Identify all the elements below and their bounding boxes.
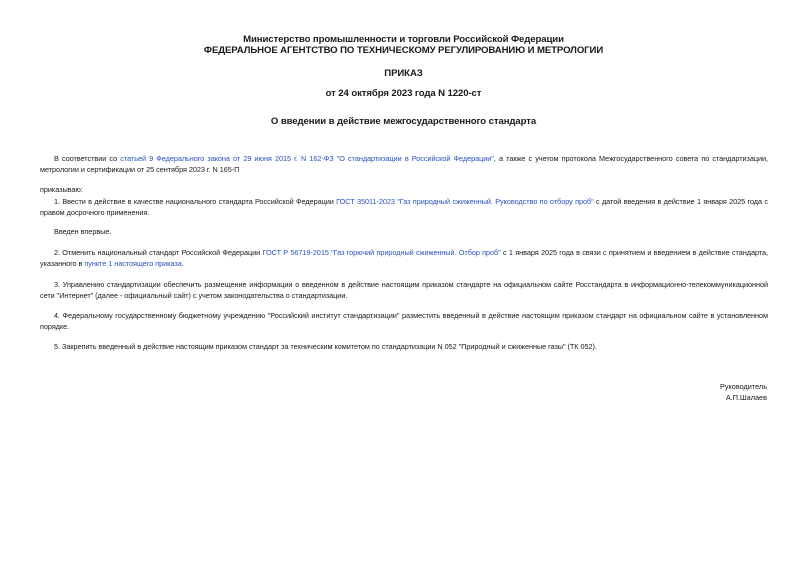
order-date: от 24 октября 2023 года N 1220-ст: [325, 88, 482, 99]
agency-name: ФЕДЕРАЛЬНОЕ АГЕНТСТВО ПО ТЕХНИЧЕСКОМУ РЕГУЛИРОВАНИЮ И МЕТРОЛОГИИ: [203, 45, 604, 56]
order-title: ПРИКАЗ: [384, 68, 423, 79]
gost-35011-link[interactable]: ГОСТ 35011-2023 "Газ природный сжиженный. Руководство по отбору проб": [336, 197, 594, 206]
intro-paragraph: [40, 154, 768, 175]
signatory-title: Руководитель: [719, 382, 767, 391]
item-2-paragraph: [40, 248, 768, 269]
item-2-text-pre: 2. Отменить национальный стандарт Российской Федерации: [54, 248, 263, 257]
law-article-link[interactable]: статьей 9 Федерального закона от 29 июня 2015 г. N 162-ФЗ "О стандартизации в Российской Федерации": [120, 154, 494, 163]
intro-text-post: , а также с учетом протокола Межгосударственного совета по стандартизации, метрологии и сертификации от 25 сентября 2023 г. N 165-П: [40, 154, 769, 174]
item-1-text-post: с датой введения в действие 1 января 2025 года с правом досрочного применения.: [40, 197, 768, 217]
item-5-paragraph: 5. Закрепить введенный в действие настоящим приказом стандарт за техническим комитетом по стандартизации N 052 "Природный и сжиженные газы" (ТК 052).: [54, 342, 597, 351]
gost-r-56719-link[interactable]: ГОСТ Р 56719-2015 "Газ горючий природный сжиженный. Отбор проб": [262, 248, 501, 257]
item-3-paragraph: 3. Управлению стандартизации обеспечить размещение информации о введенном в действие настоящим приказом стандарте на официальном сайте Росстандарта в информационно-телекоммуникационной сети "Интернет" (далее - официальный сайт) с учетом законодательства о стандартизации.: [40, 280, 768, 300]
item-1-text-pre: 1. Ввести в действие в качестве национального стандарта Российской Федерации: [54, 197, 337, 206]
intro-text-pre: В соответствии со: [54, 154, 121, 163]
item-2-text-mid: с 1 января 2025 года в связи с принятием и введением в действие стандарта, указанного в: [40, 248, 768, 268]
item-1-reference-link[interactable]: пункте 1 настоящего приказа: [84, 258, 182, 268]
introduced-note: Введен впервые.: [54, 227, 112, 236]
item-1-paragraph: [40, 197, 768, 218]
ministry-name: Министерство промышленности и торговли Российской Федерации: [243, 34, 564, 45]
signatory-name: А.П.Шалаев: [725, 393, 767, 402]
order-subject: О введении в действие межгосударственного стандарта: [270, 116, 537, 127]
item-4-paragraph: 4. Федеральному государственному бюджетному учреждению "Российский институт стандартизации" разместить введенный в действие настоящим приказом стандарт на официальном сайте в установленном порядке.: [40, 311, 768, 331]
ordering-word: приказываю:: [40, 185, 83, 194]
item-2-text-post: .: [181, 258, 184, 268]
